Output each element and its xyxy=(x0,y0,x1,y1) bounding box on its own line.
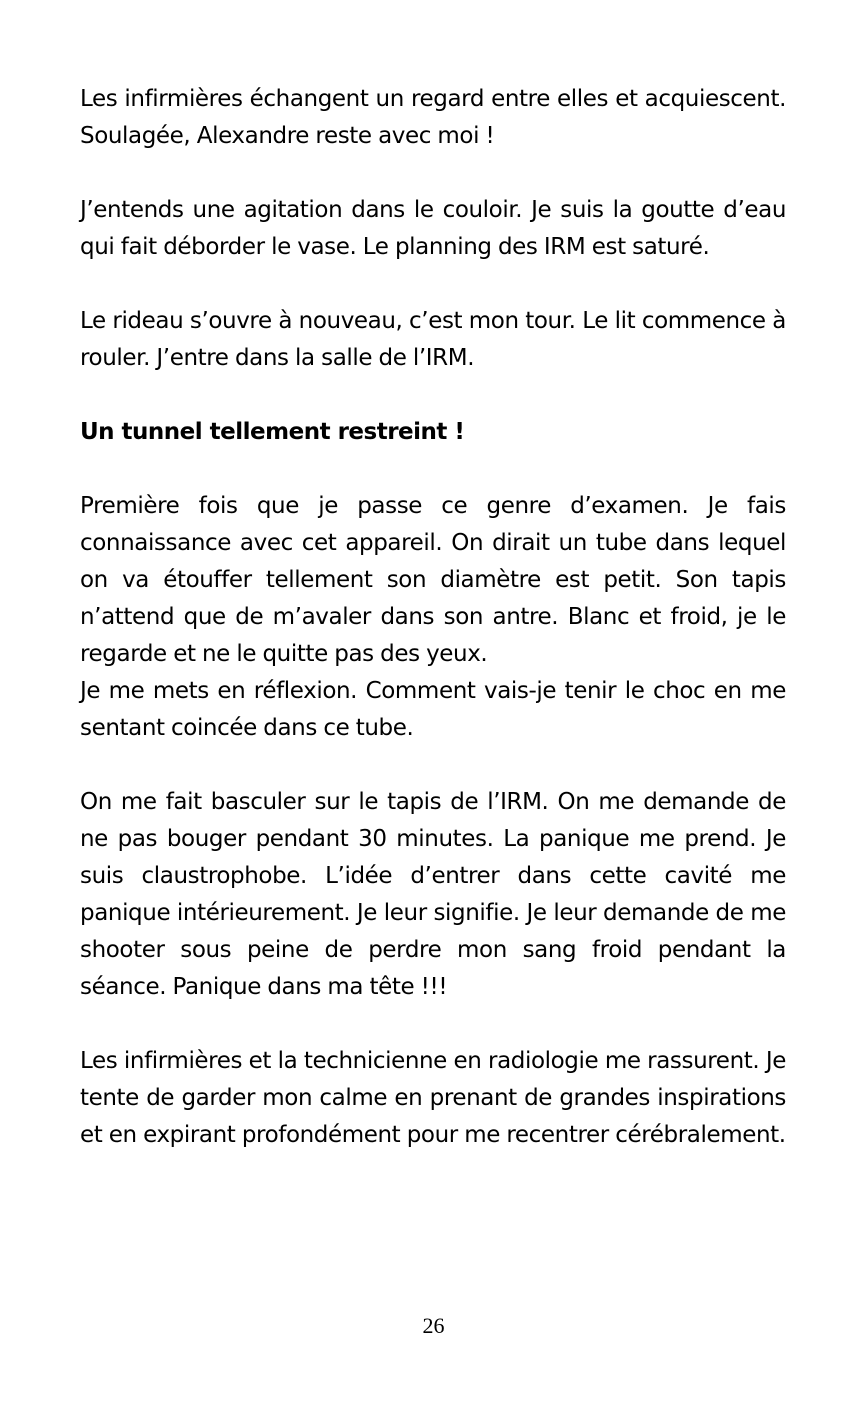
page-body xyxy=(80,81,786,1191)
paragraph-reflection: Je me mets en réflexion. Comment vais-je tenir le choc en me sentant coincée dans ce tube. xyxy=(80,678,786,741)
paragraph-curtain-opens: Le rideau s’ouvre à nouveau, c’est mon tour. Le lit commence à rouler. J’entre dans la salle de l’IRM. xyxy=(80,308,786,371)
paragraph-panic: On me fait basculer sur le tapis de l’IRM. On me demande de ne pas bouger pendant 30 minutes. La panique me prend. Je suis claustrophobe. L’idée d’entrer dans cette cavité me panique intérieurement. Je leur signifie. Je leur demande de me shooter sous peine de perdre mon sang froid pendant la séance. Panique dans ma tête !!! xyxy=(80,789,786,1000)
paragraph-reassurance: Les infirmières et la technicienne en radiologie me rassurent. Je tente de garder mon calme en prenant de grandes inspirations et en expirant profondément pour me recentrer cérébralement. xyxy=(80,1048,786,1148)
paragraph-corridor-agitation: J’entends une agitation dans le couloir. Je suis la goutte d’eau qui fait déborder le vase. Le planning des IRM est saturé. xyxy=(80,197,786,260)
paragraph-nurses-agree: Les infirmières échangent un regard entre elles et acquiescent. Soulagée, Alexandre reste avec moi ! xyxy=(80,86,786,149)
section-heading: Un tunnel tellement restreint ! xyxy=(80,419,465,445)
paragraph-first-exam: Première fois que je passe ce genre d’examen. Je fais connaissance avec cet appareil. On dirait un tube dans lequel on va étouffer tellement son diamètre est petit. Son tapis n’attend que de m’avaler dans son antre. Blanc et froid, je le regarde et ne le quitte pas des yeux. xyxy=(80,493,786,667)
page-number: 26 xyxy=(422,1313,445,1338)
